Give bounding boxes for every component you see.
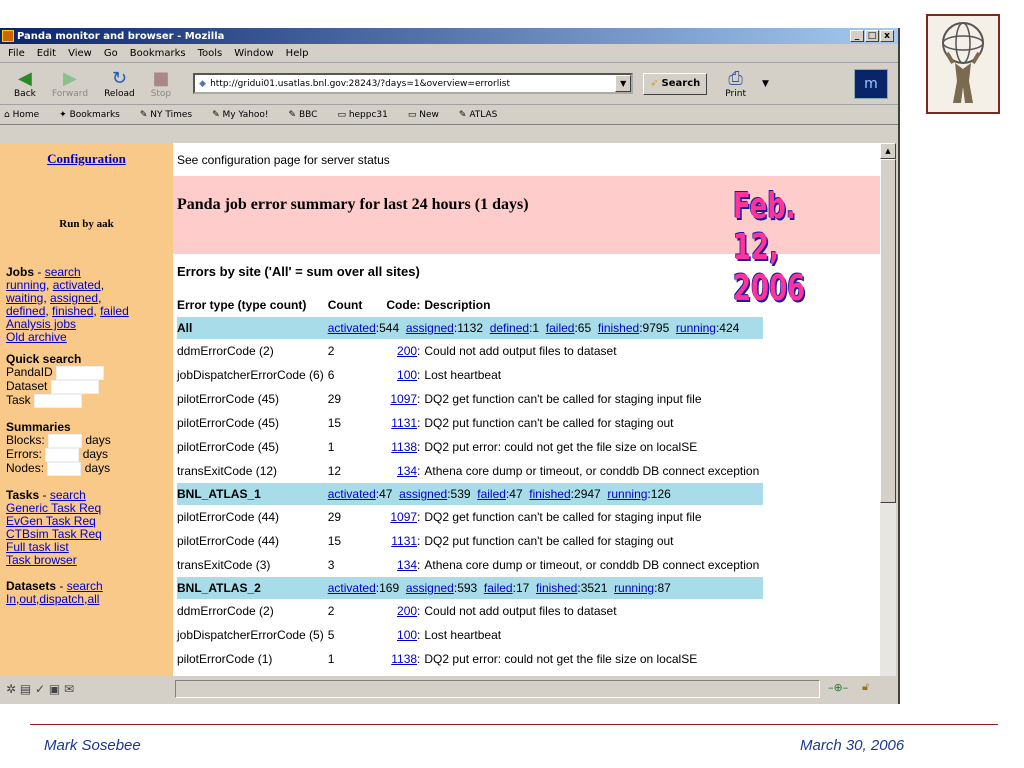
error-description: DQ2 get function can't be called for staging input file (424, 510, 702, 524)
state-count: 424 (719, 321, 740, 335)
table-row (177, 363, 763, 387)
error-code-link[interactable]: 200 (397, 344, 418, 358)
error-type: pilotErrorCode (45) (177, 440, 280, 454)
datasets-all-link[interactable]: all (87, 592, 100, 606)
footer-author: Mark Sosebee (44, 737, 141, 754)
title-bar (0, 28, 898, 44)
state-link-assigned[interactable]: assigned (405, 321, 454, 335)
state-link-assigned[interactable]: assigned (405, 581, 454, 595)
errors-by-site-heading: Errors by site ('All' = sum over all sites) (177, 264, 420, 279)
error-count: 15 (327, 416, 342, 430)
dataset-input[interactable] (51, 380, 99, 394)
error-code-link[interactable]: 1138 (391, 440, 418, 454)
url-dropdown-icon[interactable]: ▼ (615, 75, 631, 92)
search-button[interactable]: ➶ Search (643, 73, 707, 95)
error-code-cell: 100: (397, 628, 421, 642)
error-code-cell: 100: (397, 368, 421, 382)
state-count: 539 (450, 487, 471, 501)
state-count: 1132 (457, 321, 484, 335)
col-code: Code: (386, 298, 421, 312)
error-code-link[interactable]: 100 (397, 628, 418, 642)
error-count: 29 (327, 392, 342, 406)
site-row (177, 483, 763, 505)
navigation-toolbar (0, 63, 898, 105)
error-count: 1 (327, 652, 335, 666)
menu-go[interactable]: Go (103, 47, 118, 59)
site-state-counts: activated:544 assigned:1132 defined:1 failed:65 finished:9795 running:424 (328, 317, 764, 339)
state-link-activated[interactable]: activated (327, 581, 376, 595)
atlas-figure-icon (933, 19, 993, 109)
table-row (177, 411, 763, 435)
error-code-cell: 1097: (390, 392, 421, 406)
table-row (177, 599, 763, 623)
error-type: pilotErrorCode (45) (177, 416, 280, 430)
scroll-up-icon[interactable]: ▲ (880, 143, 896, 159)
table-row (177, 387, 763, 411)
browser-window (0, 28, 900, 704)
sidebar (0, 143, 173, 694)
state-count: 17 (515, 581, 530, 595)
error-type: transExitCode (3) (177, 558, 271, 572)
jobs-assigned-link[interactable]: assigned (50, 291, 99, 305)
reload-icon: ↻ (111, 67, 127, 89)
table-row (177, 435, 763, 459)
error-code-cell: 200: (397, 604, 421, 618)
error-count: 3 (327, 558, 335, 572)
print-button[interactable]: ⎙ Print (725, 67, 746, 99)
menu-bookmarks[interactable]: Bookmarks (129, 47, 186, 59)
footer-date: March 30, 2006 (800, 737, 905, 754)
error-description: Athena core dump or timeout, or conddb DB connect exception (424, 558, 760, 572)
state-link-assigned[interactable]: assigned (399, 487, 448, 501)
error-code-link[interactable]: 1138 (391, 652, 418, 666)
printer-icon: ⎙ (728, 67, 743, 89)
state-link-finished[interactable]: finished (529, 487, 571, 501)
errors-days-input[interactable] (45, 448, 79, 462)
error-code-cell: 200: (397, 344, 421, 358)
col-error-type: Error type (type count) (177, 298, 307, 312)
component-bar-icons[interactable]: ✲ ▤ ✓ ▣ ✉ (6, 682, 75, 696)
error-description: Could not add output files to dataset (424, 604, 617, 618)
atlas-emblem (926, 14, 1000, 114)
error-count: 5 (327, 628, 335, 642)
state-link-running[interactable]: running (675, 321, 716, 335)
site-state-counts: activated:169 assigned:593 failed:17 finished:3521 running:87 (328, 577, 764, 599)
task-browser-link[interactable]: Task browser (6, 553, 77, 567)
menu-window[interactable]: Window (234, 47, 274, 59)
table-row (177, 529, 763, 553)
state-link-finished[interactable]: finished (597, 321, 640, 335)
evgen-task-req-link[interactable]: EvGen Task Req (6, 514, 96, 528)
blocks-days-input[interactable] (48, 434, 82, 448)
bookmark-heppc31[interactable]: ▭ heppc31 (337, 109, 388, 120)
generic-task-req-link[interactable]: Generic Task Req (6, 501, 102, 515)
col-description: Description (424, 298, 491, 312)
ctbsim-task-req-link[interactable]: CTBsim Task Req (6, 527, 102, 541)
old-archive-link[interactable]: Old archive (6, 330, 67, 344)
state-link-activated[interactable]: activated (327, 487, 376, 501)
close-button[interactable]: x (880, 30, 894, 42)
table-row (177, 505, 763, 529)
jobs-section: Jobs - search running, activated, waiting, assigned, defined, finished, failed Analysis jobs Old archive (6, 265, 129, 344)
state-count: 9795 (642, 321, 670, 335)
error-type: jobDispatcherErrorCode (5) (177, 628, 324, 642)
error-description: DQ2 put error: could not get the file size on localSE (424, 440, 698, 454)
status-text-field (175, 680, 820, 698)
bookmark-atlas[interactable]: ✎ ATLAS (458, 109, 498, 120)
page-content (0, 143, 880, 694)
table-row (177, 459, 763, 483)
stop-icon: ■ (152, 67, 170, 89)
site-row (177, 577, 763, 599)
table-header-row (177, 293, 763, 317)
state-link-activated[interactable]: activated (327, 321, 376, 335)
security-lock-icon[interactable]: 🔓︎ (862, 680, 870, 693)
back-arrow-icon: ◀ (18, 67, 32, 89)
menu-tools[interactable]: Tools (197, 47, 223, 59)
datasets-in-link[interactable]: In (6, 592, 17, 606)
state-link-finished[interactable]: finished (535, 581, 578, 595)
error-description: Athena core dump or timeout, or conddb DB connect exception (424, 464, 760, 478)
main-area (173, 143, 880, 694)
page-title: Panda job error summary for last 24 hours (1 days) (177, 196, 529, 213)
error-description: Lost heartbeat (424, 628, 502, 642)
datasets-out-link[interactable]: out (19, 592, 37, 606)
table-row (177, 647, 763, 671)
state-link-failed[interactable]: failed (545, 321, 575, 335)
date-stamp: Feb. 12, 2006 (733, 186, 806, 309)
state-count: 169 (379, 581, 400, 595)
state-link-failed[interactable]: failed (483, 581, 513, 595)
state-link-running[interactable]: running (607, 487, 648, 501)
state-count: 47 (379, 487, 393, 501)
online-status-icon[interactable]: –⊕– (828, 681, 849, 694)
task-input[interactable] (34, 394, 82, 408)
jobs-search-link[interactable]: search (44, 265, 81, 279)
jobs-defined-link[interactable]: defined (6, 304, 46, 318)
bookmark-new[interactable]: ▭ New (407, 109, 439, 120)
jobs-activated-link[interactable]: activated (52, 278, 101, 292)
menu-view[interactable]: View (68, 47, 92, 59)
maximize-button[interactable]: □ (865, 30, 879, 42)
search-icon: ➶ (650, 78, 659, 89)
forward-button[interactable]: ▶ Forward (51, 67, 89, 99)
jobs-waiting-link[interactable]: waiting (6, 291, 44, 305)
mozilla-logo: m (854, 69, 888, 99)
error-type: pilotErrorCode (44) (177, 534, 280, 548)
bookmark-nytimes[interactable]: ✎ NY Times (139, 109, 193, 120)
url-text: http://gridui01.usatlas.bnl.gov:28243/?days=1&overview=errorlist (210, 78, 510, 89)
error-count: 1 (327, 440, 335, 454)
error-code-link[interactable]: 134 (397, 558, 418, 572)
error-count: 6 (327, 368, 335, 382)
minimize-button[interactable]: _ (850, 30, 864, 42)
status-bar (0, 676, 900, 704)
site-name: All (177, 317, 328, 339)
window-title: Panda monitor and browser - Mozilla (17, 30, 225, 42)
menu-bar (0, 44, 898, 63)
error-description: DQ2 put function can't be called for staging out (424, 416, 674, 430)
menu-help[interactable]: Help (285, 47, 309, 59)
state-count: 593 (457, 581, 478, 595)
quick-search-section: Quick search PandaID Dataset Task (0, 353, 173, 408)
bookmark-bbc[interactable]: ✎ BBC (288, 109, 318, 120)
datasets-search-link[interactable]: search (66, 579, 103, 593)
url-bar[interactable] (193, 73, 633, 94)
print-dropdown-icon[interactable]: ▼ (761, 78, 769, 89)
state-count: 2947 (574, 487, 601, 501)
error-count: 15 (327, 534, 342, 548)
bookmark-myyahoo[interactable]: ✎ My Yahoo! (212, 109, 269, 120)
stop-button[interactable]: ■ Stop (150, 67, 172, 99)
site-state-counts: activated:47 assigned:539 failed:47 finished:2947 running:126 (328, 483, 764, 505)
site-name: BNL_ATLAS_1 (177, 483, 328, 505)
col-count: Count (327, 298, 363, 312)
error-code-cell: 1131: (391, 534, 421, 548)
state-count: 47 (509, 487, 523, 501)
error-code-link[interactable]: 1131 (391, 534, 418, 548)
reload-button[interactable]: ↻ Reload (104, 67, 135, 99)
site-name: BNL_ATLAS_2 (177, 577, 328, 599)
error-description: DQ2 put function can't be called for staging out (424, 534, 674, 548)
jobs-running-link[interactable]: running (6, 278, 47, 292)
error-description: Could not add output files to dataset (424, 344, 617, 358)
table-row (177, 553, 763, 577)
state-link-running[interactable]: running (614, 581, 655, 595)
error-code-link[interactable]: 134 (397, 464, 418, 478)
error-type: transExitCode (12) (177, 464, 278, 478)
analysis-jobs-link[interactable]: Analysis jobs (6, 317, 77, 331)
error-code-link[interactable]: 1097 (390, 392, 418, 406)
state-count: 87 (657, 581, 671, 595)
error-code-cell: 1138: (391, 440, 421, 454)
page-icon: ◆ (199, 78, 207, 89)
table-row (177, 339, 763, 363)
error-description: DQ2 put error: could not get the file size on localSE (424, 652, 698, 666)
run-by-label: Run by aak (0, 178, 173, 256)
scroll-thumb[interactable] (880, 159, 896, 503)
state-count: 1 (532, 321, 540, 335)
error-type: pilotErrorCode (45) (177, 392, 280, 406)
bookmarks-link[interactable]: ✦ Bookmarks (59, 109, 120, 120)
jobs-finished-link[interactable]: finished (52, 304, 94, 318)
full-task-list-link[interactable]: Full task list (6, 540, 69, 554)
error-code-link[interactable]: 1097 (390, 510, 418, 524)
forward-arrow-icon: ▶ (63, 67, 77, 89)
error-count: 2 (327, 344, 335, 358)
error-code-cell: 134: (397, 558, 421, 572)
pandaid-input[interactable] (56, 366, 104, 380)
state-link-failed[interactable]: failed (477, 487, 506, 501)
error-code-link[interactable]: 200 (397, 604, 418, 618)
app-icon (2, 30, 14, 42)
error-type: ddmErrorCode (2) (177, 344, 274, 358)
vertical-scrollbar[interactable] (880, 143, 896, 694)
tasks-section: Tasks - search Generic Task Req EvGen Task Req CTBsim Task Req Full task list Task browser (6, 488, 102, 567)
error-code-link[interactable]: 100 (397, 368, 418, 382)
summaries-section: Summaries Blocks: days Errors: days Nodes: days (6, 420, 111, 476)
configuration-link[interactable]: Configuration (47, 151, 126, 166)
error-table (177, 293, 763, 671)
error-code-cell: 1097: (390, 510, 421, 524)
personal-toolbar (0, 105, 898, 125)
error-code-cell: 1138: (391, 652, 421, 666)
error-type: jobDispatcherErrorCode (6) (177, 368, 324, 382)
error-code-cell: 1131: (391, 416, 421, 430)
datasets-dispatch-link[interactable]: dispatch (39, 592, 85, 606)
jobs-failed-link[interactable]: failed (100, 304, 129, 318)
datasets-section: Datasets - search In,out,dispatch,all (6, 579, 103, 606)
state-count: 3521 (580, 581, 608, 595)
error-description: Lost heartbeat (424, 368, 502, 382)
error-count: 12 (327, 464, 342, 478)
site-row (177, 317, 763, 339)
tasks-search-link[interactable]: search (49, 488, 86, 502)
error-count: 29 (327, 510, 342, 524)
server-status-text: See configuration page for server status (177, 153, 390, 167)
menu-edit[interactable]: Edit (36, 47, 57, 59)
home-link[interactable]: ⌂ Home (4, 109, 40, 120)
error-description: DQ2 get function can't be called for staging input file (424, 392, 702, 406)
nodes-days-input[interactable] (47, 462, 81, 476)
error-type: pilotErrorCode (1) (177, 652, 273, 666)
table-row (177, 623, 763, 647)
back-button[interactable]: ◀ Back (14, 67, 36, 99)
error-count: 2 (327, 604, 335, 618)
state-link-defined[interactable]: defined (489, 321, 530, 335)
state-count: 126 (650, 487, 671, 501)
error-type: pilotErrorCode (44) (177, 510, 280, 524)
menu-file[interactable]: File (8, 47, 25, 59)
footer-divider (30, 724, 998, 725)
state-count: 65 (577, 321, 592, 335)
error-type: ddmErrorCode (2) (177, 604, 274, 618)
error-code-link[interactable]: 1131 (391, 416, 418, 430)
state-count: 544 (379, 321, 400, 335)
error-code-cell: 134: (397, 464, 421, 478)
